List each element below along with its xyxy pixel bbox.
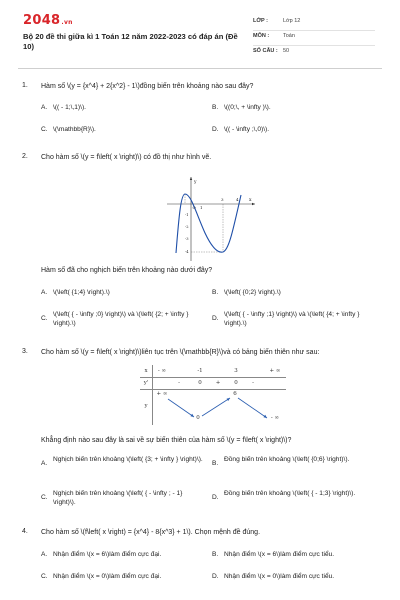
option-text: Nghịch biến trên khoảng \(\left( {3; + \infty } \right)\). xyxy=(53,456,203,463)
meta-value: Lớp 12 xyxy=(283,18,301,24)
variation-arrows xyxy=(140,365,286,425)
logo-text: 2048 xyxy=(23,13,61,28)
option-text: Nhận điểm \(x = 6\)làm điểm cực đại. xyxy=(53,551,162,558)
meta-value: 50 xyxy=(283,48,290,54)
tick-label-x1: 1 xyxy=(200,205,203,210)
option-text: Nghịch biến trên khoảng \(\left( { - \infty ; - 1} \right)\). xyxy=(53,490,183,506)
x-axis-label: x xyxy=(249,198,252,203)
meta-key: SỐ CÂU : xyxy=(253,48,278,54)
option-text: Đồng biến trên khoảng \(\left( {0;6} \right)\). xyxy=(224,456,350,463)
question-text: Cho hàm số \(y = f\left( x \right)\)liên tục trên \(\mathbb{R}\)và có bảng biến thiên như sau: xyxy=(41,349,320,356)
tick-label-yn3: -3 xyxy=(185,237,189,241)
table-yprime-sign: - xyxy=(252,380,254,386)
document-meta xyxy=(253,16,375,61)
y-axis-arrow xyxy=(190,177,192,180)
x-axis-arrow xyxy=(252,203,255,205)
table-header-yprime: y' xyxy=(143,380,149,386)
logo-tld: .vn xyxy=(61,19,73,26)
question-text: Cho hàm số \(y = f\left( x \right)\) có đồ thị như hình vẽ. xyxy=(41,154,212,161)
meta-row-class xyxy=(253,16,375,31)
document-title: Bộ 20 đề thi giữa kì 1 Toán 12 năm 2022-2023 có đáp án (Đề 10) xyxy=(23,32,238,51)
option-text: Đồng biến trên khoảng \(\left( { - 1;3} \right)\). xyxy=(224,490,356,497)
arrow-decreasing xyxy=(168,399,194,417)
question-text: Hàm số \(y = {x^4} + 2{x^2} - 1\)đồng biến trên khoảng nào sau đây? xyxy=(41,83,254,90)
option-text: \(( - 1;\,1)\). xyxy=(53,104,86,111)
arrow-increasing xyxy=(202,398,230,416)
option-text: \(( - \infty ;\,0)\). xyxy=(224,126,270,133)
tick-label-yn4: -4 xyxy=(185,250,189,254)
option-text: \(\left( {0;2} \right).\) xyxy=(224,289,281,296)
option-label: C. xyxy=(41,126,48,133)
document-header xyxy=(0,0,400,70)
option-text: \(\left( { - \infty ;0} \right)\) và \(\left( {2; + \infty } \right).\) xyxy=(53,311,189,327)
arrow-decreasing xyxy=(238,398,267,418)
site-logo[interactable] xyxy=(23,13,73,28)
table-y-value: 6 xyxy=(233,391,237,397)
table-x-value: 3 xyxy=(234,368,238,374)
option-label: B. xyxy=(212,289,219,296)
table-yprime-sign: 0 xyxy=(198,380,202,386)
option-label: C. xyxy=(41,315,48,322)
option-label: B. xyxy=(212,460,219,467)
meta-row-subject xyxy=(253,31,375,46)
tick-label-x3: 3 xyxy=(221,197,224,202)
option-text: Nhận điểm \(x = 0\)làm điểm cực đại. xyxy=(53,573,162,580)
option-label: D. xyxy=(212,126,219,133)
meta-key: LỚP : xyxy=(253,18,268,24)
option-text: \(\left( { - \infty ;1} \right)\) và \(\left( {4; + \infty } \right).\) xyxy=(224,311,360,327)
table-y-value: 0 xyxy=(196,415,200,421)
option-label: A. xyxy=(41,551,48,558)
option-label: A. xyxy=(41,460,48,467)
option-text: \(\mathbb{R}\). xyxy=(53,126,96,133)
option-label: A. xyxy=(41,289,48,296)
option-label: D. xyxy=(212,494,219,501)
table-x-value: - ∞ xyxy=(157,368,167,374)
function-graph xyxy=(163,175,257,265)
option-label: C. xyxy=(41,494,48,501)
origin-label: O xyxy=(192,205,196,210)
question-followup-text: Khẳng định nào sau đây là sai về sự biến thiên của hàm số \(y = f\left( x \right)\)? xyxy=(41,437,292,444)
option-text: \(\left( {1;4} \right).\) xyxy=(53,289,110,296)
option-label: B. xyxy=(212,104,219,111)
meta-row-count xyxy=(253,46,375,61)
tick-label-yn1: -1 xyxy=(185,213,189,217)
question-followup-text: Hàm số đã cho nghịch biến trên khoảng nào dưới đây? xyxy=(41,267,213,274)
option-label: D. xyxy=(212,573,219,580)
question-number: 4. xyxy=(22,528,28,535)
table-header-x: x xyxy=(144,368,148,374)
meta-key: MÔN : xyxy=(253,33,270,39)
option-label: A. xyxy=(41,104,48,111)
option-label: C. xyxy=(41,573,48,580)
table-x-value: + ∞ xyxy=(269,368,281,374)
tick-label-x4: 4 xyxy=(236,197,239,202)
question-number: 3. xyxy=(22,348,28,355)
table-x-value: -1 xyxy=(197,368,203,374)
table-yprime-sign: 0 xyxy=(234,380,238,386)
table-y-value: + ∞ xyxy=(156,391,168,397)
option-text: \((0;\, + \infty )\). xyxy=(224,104,271,111)
function-curve xyxy=(176,194,241,253)
table-header-y: y xyxy=(144,403,148,409)
option-label: D. xyxy=(212,315,219,322)
header-divider xyxy=(18,68,382,69)
table-y-value: - ∞ xyxy=(270,415,280,421)
y-axis-label: y xyxy=(194,180,197,185)
variation-table xyxy=(140,365,286,425)
table-yprime-sign: + xyxy=(215,380,221,386)
option-text: Nhận điểm \(x = 0\)làm điểm cực tiểu. xyxy=(224,573,335,580)
tick-label-yn2: -2 xyxy=(185,225,189,229)
option-text: Nhận điểm \(x = 6\)làm điểm cực tiểu. xyxy=(224,551,335,558)
question-text: Cho hàm số \(f\left( x \right) = {x^4} - 8{x^3} + 1\). Chọn mệnh đề đúng. xyxy=(41,529,261,536)
question-number: 1. xyxy=(22,82,28,89)
option-label: B. xyxy=(212,551,219,558)
table-yprime-sign: - xyxy=(178,380,180,386)
question-number: 2. xyxy=(22,153,28,160)
meta-value: Toán xyxy=(283,33,295,39)
